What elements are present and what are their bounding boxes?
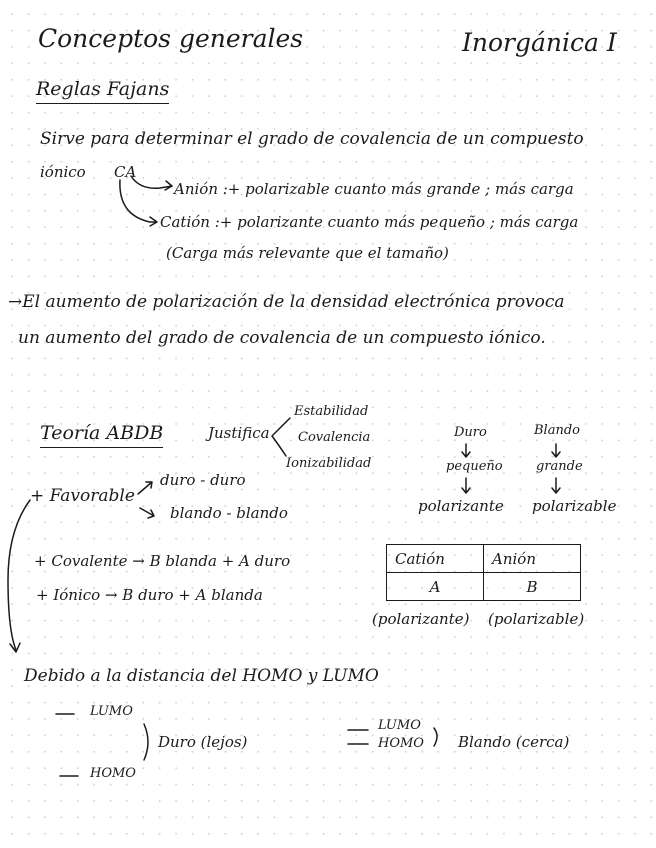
justifica-bracket (272, 418, 290, 456)
blando-arrow-1 (552, 444, 560, 457)
duro-size: pequeño (446, 459, 503, 474)
favorable-arrow-up (138, 482, 152, 494)
long-curved-arrow (8, 500, 30, 650)
hard-gap-bracket (144, 724, 148, 760)
ca-label: CA (114, 163, 137, 181)
table-footer-polarizante: (polarizante) (372, 610, 470, 628)
blando-title: Blando (534, 423, 580, 438)
course-name: Inorgánica I (462, 28, 617, 57)
duro-arrow-2 (462, 478, 470, 493)
fajans-definition: Sirve para determinar el grado de covalencia de un compuesto (40, 129, 584, 149)
favorable-arrow-down (140, 508, 154, 518)
justifica-label: Justifica (208, 424, 270, 442)
soft-gap-bracket (434, 728, 437, 746)
arrowhead-anion (165, 181, 172, 190)
lumo-label-soft: LUMO (378, 718, 421, 733)
long-arrow-head (10, 643, 20, 652)
favorable-blando-blando: blando - blando (170, 504, 288, 522)
blando-size: grande (536, 459, 583, 474)
homo-lumo-intro: Debido a la distancia del HOMO y LUMO (24, 666, 379, 686)
table-header-anion: Anión (484, 545, 581, 573)
homo-label-soft: HOMO (378, 736, 424, 751)
ionico-rule: + Iónico → B duro + A blanda (36, 586, 263, 604)
blando-cerca-label: Blando (cerca) (458, 733, 570, 751)
arrowhead-cation (150, 217, 157, 226)
blando-arrow-2 (552, 478, 560, 493)
cation-rule: Catión :+ polarizante cuanto más pequeño ; más carga (160, 213, 579, 231)
section-heading-abdb: Teoría ABDB (40, 424, 163, 448)
charge-note: (Carga más relevante que el tamaño) (166, 244, 449, 262)
page-title: Conceptos generales (38, 24, 304, 53)
ionico-label: iónico (40, 163, 86, 181)
section-heading-fajans: Reglas Fajans (36, 80, 169, 104)
duro-lejos-label: Duro (lejos) (158, 733, 248, 751)
lumo-label-hard: LUMO (90, 704, 133, 719)
conclusion-line-2: un aumento del grado de covalencia de un compuesto iónico. (18, 328, 546, 348)
justifica-item: Estabilidad (294, 404, 369, 419)
covalente-rule: + Covalente → B blanda + A duro (34, 552, 291, 570)
favorable-duro-duro: duro - duro (160, 471, 246, 489)
duro-arrow-1 (462, 444, 470, 457)
blando-property: polarizable (532, 497, 617, 515)
justifica-item: Ionizabilidad (286, 456, 372, 471)
arrow-to-anion (131, 176, 172, 188)
favorable-label: + Favorable (30, 486, 135, 506)
arrow-to-cation (120, 180, 156, 222)
table-header-cation: Catión (387, 545, 484, 573)
duro-title: Duro (454, 425, 487, 440)
conclusion-line-1: →El aumento de polarización de la densidad electrónica provoca (8, 292, 565, 312)
table-cell-acid: A (387, 573, 484, 601)
acid-base-table (386, 544, 581, 601)
table-footer-polarizable: (polarizable) (488, 610, 585, 628)
duro-property: polarizante (418, 497, 504, 515)
anion-rule: Anión :+ polarizable cuanto más grande ; más carga (174, 180, 574, 198)
homo-label-hard: HOMO (90, 766, 136, 781)
table-cell-base: B (484, 573, 581, 601)
justifica-item: Covalencia (298, 430, 371, 445)
